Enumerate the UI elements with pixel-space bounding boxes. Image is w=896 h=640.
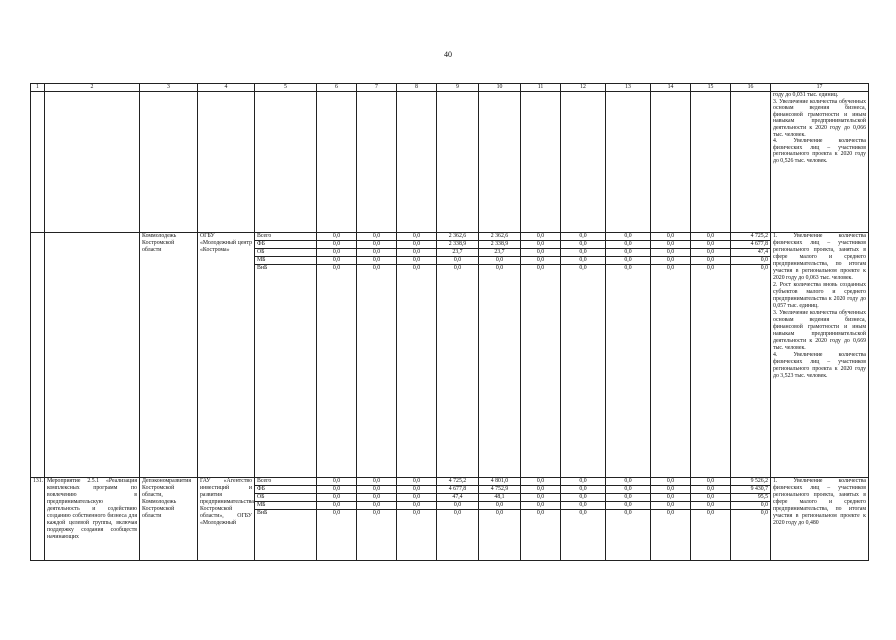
amount-cell: 0,0 <box>691 249 731 257</box>
amount-cell: 0,0 <box>521 486 561 494</box>
amount-cell: 0,0 <box>561 233 606 241</box>
header-cell: 4 <box>198 84 255 92</box>
row-number: 131. <box>31 478 45 561</box>
amount-cell: 0,0 <box>357 265 397 478</box>
results-cell <box>771 478 869 561</box>
amount-cell: 23,7 <box>479 249 521 257</box>
amount-cell: 0,0 <box>521 265 561 478</box>
amount-cell: 0,0 <box>691 502 731 510</box>
amount-cell: 0,0 <box>437 257 479 265</box>
header-cell: 16 <box>731 84 771 92</box>
amount-cell: 0,0 <box>521 241 561 249</box>
amount-cell: 0,0 <box>357 486 397 494</box>
amount-cell: 0,0 <box>521 510 561 561</box>
amount-cell: 0,0 <box>317 502 357 510</box>
continuation-row <box>31 92 869 233</box>
executor: Депэкономразвития Костромской области, Коммолодежь Костромской области <box>140 478 198 561</box>
amount-cell: 0,0 <box>561 510 606 561</box>
header-cell: 15 <box>691 84 731 92</box>
funding-source: ВнБ <box>255 510 317 561</box>
amount-cell: 0,0 <box>606 486 651 494</box>
header-cell: 7 <box>357 84 397 92</box>
amount-cell: 0,0 <box>521 478 561 486</box>
amount-cell: 0,0 <box>357 494 397 502</box>
header-row <box>31 84 869 92</box>
amount-cell: 4 801,0 <box>479 478 521 486</box>
measure-name <box>45 233 140 478</box>
amount-cell: 47,4 <box>437 494 479 502</box>
amount-cell: 0,0 <box>691 257 731 265</box>
amount-cell: 2 362,6 <box>437 233 479 241</box>
result-note: 4. Увеличение количества физических лиц – участников регионального проекта к 2020 году до 0,526 тыс. человек. <box>773 138 866 164</box>
amount-cell: 4 677,8 <box>437 486 479 494</box>
amount-cell: 0,0 <box>606 510 651 561</box>
amount-cell: 0,0 <box>521 494 561 502</box>
amount-cell: 0,0 <box>521 249 561 257</box>
amount-cell: 0,0 <box>651 233 691 241</box>
funding-source: ОБ <box>255 494 317 502</box>
amount-cell: 0,0 <box>561 265 606 478</box>
amount-cell: 0,0 <box>357 478 397 486</box>
result-note: 1. Увеличение количества физических лиц – участников регионального проекта, занятых в сфере малого и среднего предпринимательства, по итогам участия в региональном проекте к 2020 году до 0,480 <box>773 478 866 526</box>
amount-cell: 0,0 <box>317 510 357 561</box>
amount-cell: 0,0 <box>651 510 691 561</box>
amount-cell: 0,0 <box>561 494 606 502</box>
participant: ГАУ «Агентство инвестиций и развития предпринимательства Костромской области», ОГБУ «Молодежный <box>198 478 255 561</box>
results-cell <box>771 233 869 478</box>
amount-cell: 0,0 <box>561 257 606 265</box>
amount-cell: 0,0 <box>691 265 731 478</box>
executor: Коммолодежь Костромской области <box>140 233 198 478</box>
amount-cell: 2 338,9 <box>479 241 521 249</box>
amount-cell: 0,0 <box>317 249 357 257</box>
header-cell: 8 <box>397 84 437 92</box>
amount-cell: 0,0 <box>561 478 606 486</box>
amount-cell: 0,0 <box>561 249 606 257</box>
funding-source: МБ <box>255 257 317 265</box>
amount-cell: 9 526,2 <box>731 478 771 486</box>
amount-cell: 0,0 <box>561 486 606 494</box>
result-note: 2. Рост количества вновь созданных субъектов малого и среднего предпринимательства к 2020 году до 0,057 тыс. единиц. <box>773 282 866 309</box>
amount-cell: 4 677,8 <box>731 241 771 249</box>
header-cell: 12 <box>561 84 606 92</box>
amount-cell: 0,0 <box>691 494 731 502</box>
amount-cell: 0,0 <box>357 233 397 241</box>
funding-source: Всего <box>255 233 317 241</box>
header-cell: 14 <box>651 84 691 92</box>
amount-cell: 0,0 <box>731 502 771 510</box>
amount-cell: 2 338,9 <box>437 241 479 249</box>
results-cell <box>771 92 869 233</box>
amount-cell: 0,0 <box>397 478 437 486</box>
amount-cell: 0,0 <box>651 265 691 478</box>
amount-cell: 0,0 <box>691 241 731 249</box>
amount-cell: 0,0 <box>317 233 357 241</box>
amount-cell: 0,0 <box>691 478 731 486</box>
amount-cell: 0,0 <box>317 257 357 265</box>
amount-cell: 0,0 <box>437 502 479 510</box>
amount-cell: 0,0 <box>651 241 691 249</box>
amount-cell: 9 430,7 <box>731 486 771 494</box>
amount-cell: 0,0 <box>651 257 691 265</box>
header-cell: 17 <box>771 84 869 92</box>
amount-cell: 0,0 <box>357 510 397 561</box>
amount-cell: 0,0 <box>317 265 357 478</box>
amount-cell: 0,0 <box>357 249 397 257</box>
amount-cell: 0,0 <box>606 241 651 249</box>
header-cell: 11 <box>521 84 561 92</box>
amount-cell: 0,0 <box>606 478 651 486</box>
amount-cell: 0,0 <box>397 233 437 241</box>
header-cell: 13 <box>606 84 651 92</box>
amount-cell: 0,0 <box>561 502 606 510</box>
amount-cell: 4 752,9 <box>479 486 521 494</box>
amount-cell: 0,0 <box>397 257 437 265</box>
result-note: 4. Увеличение количества физических лиц – участников регионального проекта к 2020 году до 3,523 тыс. человек. <box>773 352 866 379</box>
amount-cell: 0,0 <box>357 257 397 265</box>
amount-cell: 0,0 <box>651 502 691 510</box>
funding-source: ВнБ <box>255 265 317 478</box>
amount-cell: 0,0 <box>651 494 691 502</box>
amount-cell: 0,0 <box>397 510 437 561</box>
amount-cell: 0,0 <box>521 257 561 265</box>
result-note: 3. Увеличение количества обученных основам ведения бизнеса, финансовой грамотности и иным навыкам предпринимательской деятельности к 2020 году до 0,669 тыс. человек. <box>773 310 866 351</box>
amount-cell: 4 725,2 <box>731 233 771 241</box>
amount-cell: 48,1 <box>479 494 521 502</box>
amount-cell: 0,0 <box>479 510 521 561</box>
amount-cell: 0,0 <box>397 265 437 478</box>
program-table <box>30 83 869 561</box>
result-note: 3. Увеличение количества обученных основам ведения бизнеса, финансовой грамотности и иным навыкам предпринимательской деятельности к 2020 году до 0,066 тыс. человек. <box>773 98 866 138</box>
header-cell: 9 <box>437 84 479 92</box>
amount-cell: 4 725,2 <box>437 478 479 486</box>
amount-cell: 0,0 <box>317 478 357 486</box>
amount-cell: 0,0 <box>691 510 731 561</box>
amount-cell: 0,0 <box>397 241 437 249</box>
amount-cell: 0,0 <box>651 486 691 494</box>
amount-cell: 0,0 <box>397 494 437 502</box>
amount-cell: 0,0 <box>521 233 561 241</box>
amount-cell: 0,0 <box>606 502 651 510</box>
row-number <box>31 233 45 478</box>
header-cell: 10 <box>479 84 521 92</box>
amount-cell: 47,4 <box>731 249 771 257</box>
header-cell: 6 <box>317 84 357 92</box>
amount-cell: 0,0 <box>606 257 651 265</box>
amount-cell: 0,0 <box>479 257 521 265</box>
amount-cell: 0,0 <box>397 249 437 257</box>
header-cell: 1 <box>31 84 45 92</box>
funding-source: Всего <box>255 478 317 486</box>
funding-row <box>31 478 869 486</box>
funding-source: ФБ <box>255 486 317 494</box>
measure-name: Мероприятие 2.5.1 «Реализация комплексных программ по вовлечению в предпринимательскую деятельность и содействию созданию собственного бизнеса для каждой целевой группы, включая поддержку создания сообществ начинающих <box>45 478 140 561</box>
amount-cell: 0,0 <box>651 249 691 257</box>
amount-cell: 0,0 <box>317 486 357 494</box>
amount-cell: 0,0 <box>731 265 771 478</box>
participant: ОГБУ «Молодежный центр «Кострома» <box>198 233 255 478</box>
header-cell: 5 <box>255 84 317 92</box>
header-cell: 3 <box>140 84 198 92</box>
amount-cell: 0,0 <box>437 510 479 561</box>
amount-cell: 0,0 <box>691 486 731 494</box>
amount-cell: 0,0 <box>437 265 479 478</box>
amount-cell: 0,0 <box>357 241 397 249</box>
amount-cell: 23,7 <box>437 249 479 257</box>
amount-cell: 2 362,6 <box>479 233 521 241</box>
amount-cell: 0,0 <box>651 478 691 486</box>
amount-cell: 0,0 <box>479 265 521 478</box>
amount-cell: 0,0 <box>479 502 521 510</box>
funding-source: ОБ <box>255 249 317 257</box>
amount-cell: 0,0 <box>606 233 651 241</box>
funding-source: ФБ <box>255 241 317 249</box>
amount-cell: 95,5 <box>731 494 771 502</box>
amount-cell: 0,0 <box>606 265 651 478</box>
amount-cell: 0,0 <box>397 502 437 510</box>
amount-cell: 0,0 <box>606 249 651 257</box>
result-note: году до 0,031 тыс. единиц. <box>773 92 839 98</box>
amount-cell: 0,0 <box>317 494 357 502</box>
amount-cell: 0,0 <box>606 494 651 502</box>
result-note: 1. Увеличение количества физических лиц – участников регионального проекта, занятых в сфере малого и среднего предпринимательства, по итогам участия в региональном проекте к 2020 году до 0,063 тыс. человек. <box>773 233 866 281</box>
amount-cell: 0,0 <box>691 233 731 241</box>
page-number: 40 <box>444 50 452 59</box>
header-cell: 2 <box>45 84 140 92</box>
funding-source: МБ <box>255 502 317 510</box>
amount-cell: 0,0 <box>731 510 771 561</box>
amount-cell: 0,0 <box>357 502 397 510</box>
funding-row <box>31 233 869 241</box>
amount-cell: 0,0 <box>397 486 437 494</box>
amount-cell: 0,0 <box>731 257 771 265</box>
amount-cell: 0,0 <box>317 241 357 249</box>
amount-cell: 0,0 <box>521 502 561 510</box>
amount-cell: 0,0 <box>561 241 606 249</box>
